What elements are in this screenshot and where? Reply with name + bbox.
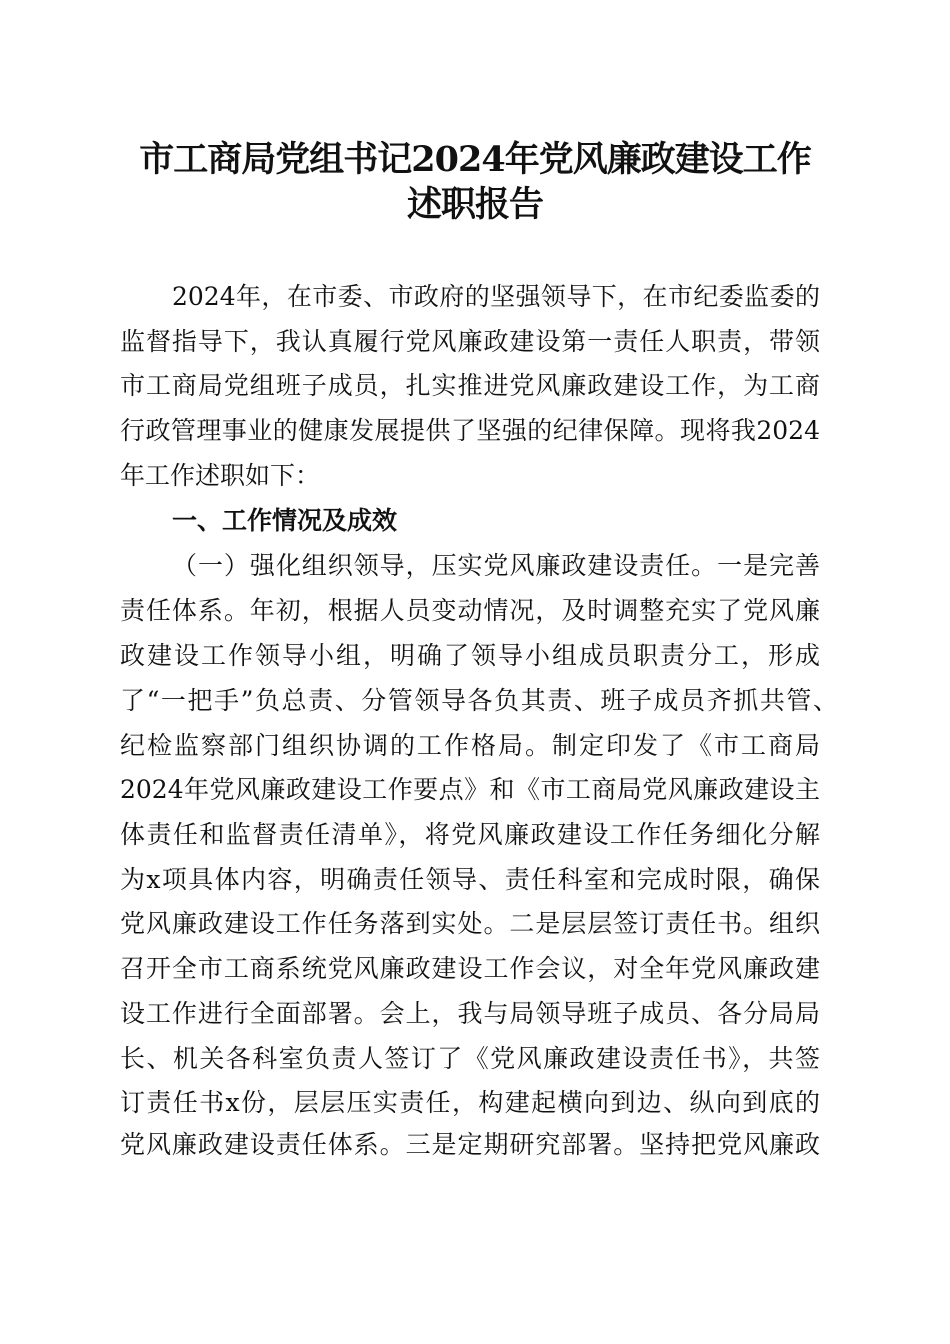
text-line: 订责任书x份，层层压实责任，构建起横向到边、纵向到底的 bbox=[120, 1088, 820, 1117]
text-line: 2024年党风廉政建设工作要点》和《市工商局党风廉政建设主 bbox=[120, 775, 820, 804]
text-line: 纪检监察部门组织协调的工作格局。制定印发了《市工商局 bbox=[120, 731, 820, 760]
text-line: 政建设工作领导小组，明确了领导小组成员职责分工，形成 bbox=[120, 641, 820, 670]
text-line: 行政管理事业的健康发展提供了坚强的纪律保障。现将我2024 bbox=[120, 416, 820, 445]
section-heading: 一、工作情况及成效 bbox=[172, 506, 398, 535]
text-line: 2024年，在市委、市政府的坚强领导下，在市纪委监委的 bbox=[172, 282, 820, 311]
title-line-2: 述职报告 bbox=[406, 184, 543, 225]
text-line: 体责任和监督责任清单》，将党风廉政建设工作任务细化分解 bbox=[120, 820, 820, 849]
text-line: 监督指导下，我认真履行党风廉政建设第一责任人职责，带领 bbox=[120, 327, 820, 356]
text-line: 为x项具体内容，明确责任领导、责任科室和完成时限，确保 bbox=[120, 865, 820, 894]
text-line: 市工商局党组班子成员，扎实推进党风廉政建设工作，为工商 bbox=[120, 371, 820, 400]
text-line: 责任体系。年初，根据人员变动情况，及时调整充实了党风廉 bbox=[120, 596, 820, 625]
text-line: 召开全市工商系统党风廉政建设工作会议，对全年党风廉政建 bbox=[120, 954, 820, 983]
text-line: 党风廉政建设责任体系。三是定期研究部署。坚持把党风廉政 bbox=[120, 1130, 820, 1159]
text-line: 年工作述职如下： bbox=[120, 461, 321, 490]
text-line: 党风廉政建设工作任务落到实处。二是层层签订责任书。组织 bbox=[120, 909, 820, 938]
text-line: 长、机关各科室负责人签订了《党风廉政建设责任书》，共签 bbox=[120, 1044, 820, 1073]
title-line-1: 市工商局党组书记2024年党风廉政建设工作 bbox=[139, 139, 811, 180]
text-line: 了“一把手”负总责、分管领导各负其责、班子成员齐抓共管、 bbox=[120, 686, 838, 715]
text-line: 设工作进行全面部署。会上，我与局领导班子成员、各分局局 bbox=[120, 999, 820, 1028]
text-line: （一）强化组织领导，压实党风廉政建设责任。一是完善 bbox=[172, 551, 820, 580]
